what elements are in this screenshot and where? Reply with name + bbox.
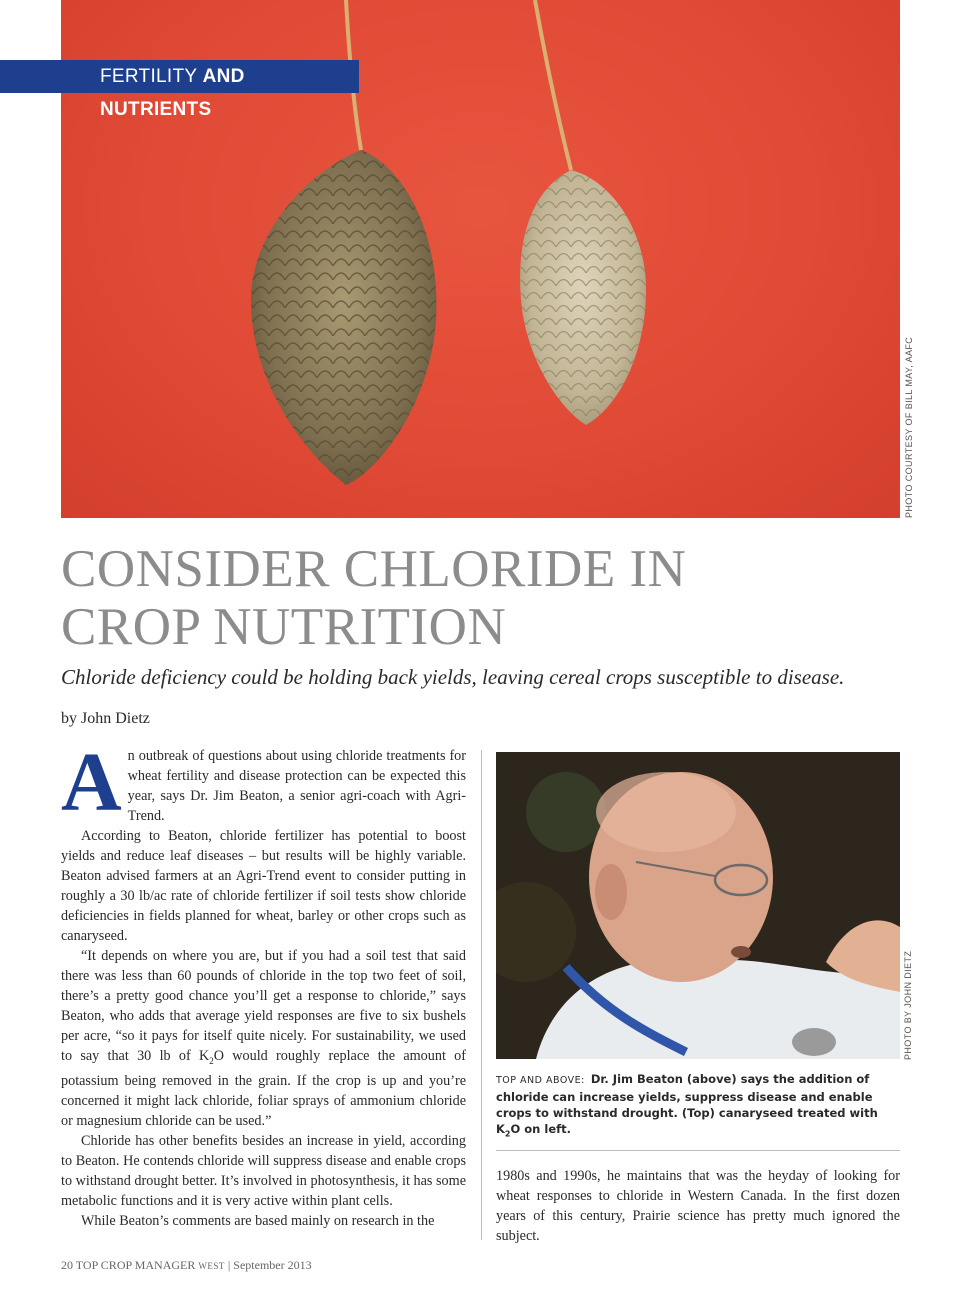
section-tag-bold: AND NUTRIENTS	[100, 66, 245, 120]
deck: Chloride deficiency could be holding back yields, leaving cereal crops susceptible to disease.	[61, 665, 845, 689]
folio-page: 20	[61, 1258, 73, 1272]
paragraph-1	[61, 736, 466, 829]
folio-magazine: TOP CROP MANAGER	[75, 1258, 196, 1272]
beaton-photo	[496, 752, 900, 1059]
section-tag-light: FERTILITY	[100, 66, 198, 87]
caption-subscript: 2	[504, 1129, 511, 1139]
photo-caption	[496, 1071, 900, 1142]
column-divider	[481, 750, 482, 1240]
microphone	[792, 1028, 836, 1056]
paragraph-3	[61, 946, 466, 1131]
section-tag	[0, 60, 359, 120]
headline-line-1: CONSIDER CHLORIDE IN	[61, 540, 687, 598]
folio-date: | September 2013	[227, 1258, 312, 1272]
paragraph-3-text-a: “It depends on where you are, but if you had a soil test that said there was less than 60 pounds of chloride in the top two feet of soil, there’s a pretty good chance you’ll get a response to chloride,” says Beaton, who adds that average yield responses are five to six bushels per acre, “so it pays for itself quite nicely. For sustainability, we used to say that 30 lb of K	[61, 948, 466, 1064]
left-seed-head	[251, 150, 436, 485]
folio	[61, 1258, 312, 1273]
caption-text-b: O on left.	[510, 1122, 571, 1136]
paragraph-5: While Beaton’s comments are based mainly on research in the	[81, 1212, 435, 1229]
headline	[61, 540, 891, 656]
article-body-right: 1980s and 1990s, he maintains that was the heyday of looking for wheat responses to chloride in Western Canada. In the first dozen years of this century, Prairie science has pretty much ignored the subject.	[496, 1168, 900, 1244]
byline: by John Dietz	[61, 710, 150, 727]
paragraph-2: According to Beaton, chloride fertilizer has potential to boost yields and reduce leaf diseases – but results will be highly variable. Beaton advised farmers at an Agri-Trend event to consider putting in roughly a 30 lb/ac rate of chloride fertilizer if soil tests show chloride deficiencies in fields planned for wheat, barley or other crops such as canaryseed.	[61, 828, 466, 944]
beaton-illustration	[496, 752, 900, 1059]
right-seed-head	[520, 170, 646, 425]
folio-edition: WEST	[198, 1261, 225, 1271]
headline-line-2: CROP NUTRITION	[61, 598, 507, 656]
caption-text-a: Dr. Jim Beaton (above) says the addition of chloride can increase yields, suppress disease and enable crops to withstand drought. (Top) canaryseed treated with K	[496, 1072, 878, 1136]
ear	[595, 864, 627, 920]
caption-label: TOP AND ABOVE:	[496, 1075, 585, 1086]
paragraph-3-text-b: O would roughly replace the amount of potassium being removed in the grain. If the crop is up and you’re concerned it might lack chloride, foliar sprays of ammonium chloride or magnesium chloride can be used.”	[61, 1048, 466, 1129]
drop-cap: A	[61, 736, 122, 829]
article-body-left	[61, 736, 466, 1231]
photo-credit-top: PHOTO COURTESY OF BILL MAY, AAFC	[904, 336, 914, 518]
photo-credit-right: PHOTO BY JOHN DIETZ	[903, 950, 913, 1060]
paragraph-4: Chloride has other benefits besides an increase in yield, according to Beaton. He contends chloride will suppress disease and enable crops to withstand drought better. It’s involved in photosynthesis, it has some metabolic functions and it is very active within plant cells.	[61, 1132, 466, 1209]
paragraph-3-subscript: 2	[209, 1055, 214, 1066]
caption-rule	[496, 1150, 900, 1151]
paragraph-1-text: n outbreak of questions about using chloride treatments for wheat fertility and disease protection can be expected this year, says Dr. Jim Beaton, a senior agri-coach with Agri-Trend.	[127, 748, 466, 824]
right-stem	[535, 0, 571, 170]
